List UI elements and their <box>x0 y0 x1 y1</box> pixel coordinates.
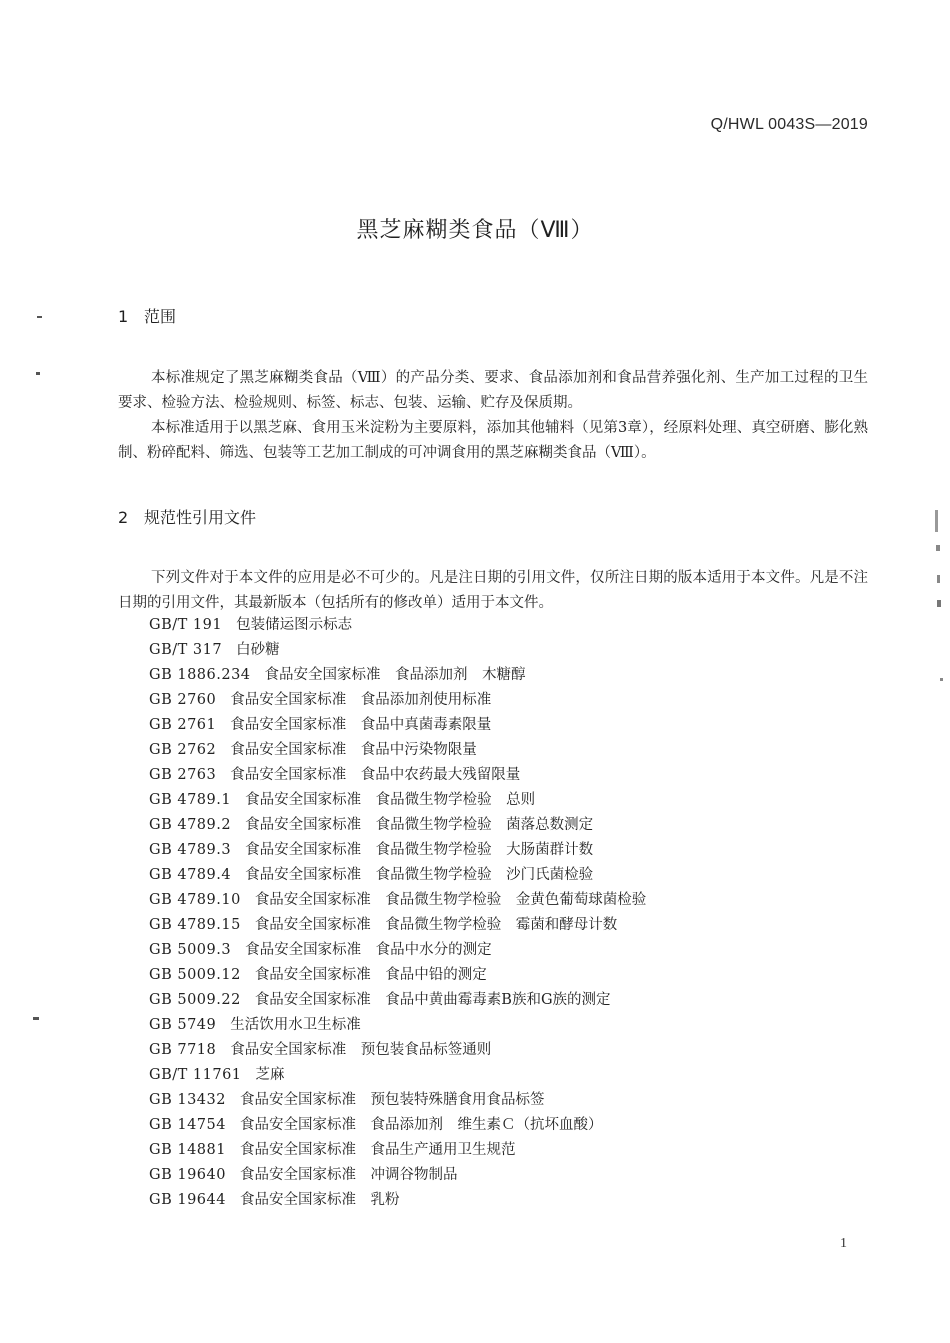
section-1-heading <box>118 304 176 327</box>
section-1-paragraph-2: 本标准适用于以黑芝麻、食用玉米淀粉为主要原料，添加其他辅料（见第3章），经原料处理、真空研磨、膨化熟制、粉碎配料、筛选、包装等工艺加工制成的可冲调食用的黑芝麻糊类食品（Ⅷ）。 <box>118 420 868 461</box>
reference-item <box>149 788 646 813</box>
reference-item <box>149 763 646 788</box>
section-1-paragraph-1: 本标准规定了黑芝麻糊类食品（Ⅷ）的产品分类、要求、食品添加剂和食品营养强化剂、生产加工过程的卫生要求、检验方法、检验规则、标签、标志、包装、运输、贮存及保质期。 <box>118 370 868 411</box>
reference-item <box>149 1163 646 1188</box>
reference-item <box>149 613 646 638</box>
reference-item <box>149 1013 646 1038</box>
reference-item <box>149 988 646 1013</box>
reference-title: 食品安全国家标准 食品微生物学检验 金黄色葡萄球菌检验 <box>254 892 647 908</box>
reference-code: GB 2763 <box>149 767 217 783</box>
section-2-paragraph-1: 下列文件对于本文件的应用是必不可少的。凡是注日期的引用文件，仅所注日期的版本适用于本文件。凡是不注日期的引用文件，其最新版本（包括所有的修改单）适用于本文件。 <box>118 570 868 611</box>
reference-code: GB 14754 <box>149 1117 226 1133</box>
scan-mark <box>36 372 40 375</box>
reference-item <box>149 913 646 938</box>
reference-code: GB 5009.12 <box>149 967 241 983</box>
reference-item <box>149 638 646 663</box>
reference-title: 食品安全国家标准 冲调谷物制品 <box>239 1167 458 1183</box>
reference-title: 食品安全国家标准 食品生产通用卫生规范 <box>239 1142 516 1158</box>
reference-item <box>149 963 646 988</box>
reference-title: 芝麻 <box>255 1067 285 1083</box>
reference-code: GB 13432 <box>149 1092 226 1108</box>
reference-title: 食品安全国家标准 食品中水分的测定 <box>245 942 492 958</box>
section-1-title: 范围 <box>144 307 177 326</box>
reference-code: GB/T 191 <box>149 617 223 633</box>
reference-item <box>149 738 646 763</box>
reference-code: GB 2761 <box>149 717 217 733</box>
reference-item <box>149 938 646 963</box>
reference-item <box>149 1188 646 1213</box>
reference-title: 食品安全国家标准 食品中污染物限量 <box>230 742 477 758</box>
reference-title: 食品安全国家标准 食品微生物学检验 菌落总数测定 <box>245 817 594 833</box>
reference-title: 食品安全国家标准 食品中真菌毒素限量 <box>230 717 492 733</box>
page-number: 1 <box>840 1236 847 1251</box>
reference-title: 食品安全国家标准 食品中铅的测定 <box>254 967 487 983</box>
reference-code: GB 4789.15 <box>149 917 241 933</box>
reference-code: GB 14881 <box>149 1142 226 1158</box>
reference-code: GB/T 317 <box>149 642 223 658</box>
scan-mark <box>33 1017 39 1020</box>
reference-code: GB 5749 <box>149 1017 217 1033</box>
reference-title: 包装储运图示标志 <box>236 617 353 633</box>
document-title: 黑芝麻糊类食品（Ⅷ） <box>356 218 594 243</box>
reference-title: 食品安全国家标准 食品中农药最大残留限量 <box>230 767 521 783</box>
reference-code: GB 5009.3 <box>149 942 232 958</box>
reference-code: GB 4789.1 <box>149 792 232 808</box>
scan-mark <box>935 510 938 532</box>
section-2-heading <box>118 505 256 528</box>
reference-title: 食品安全国家标准 食品中黄曲霉毒素B族和G族的测定 <box>254 992 611 1008</box>
reference-title: 白砂糖 <box>236 642 280 658</box>
reference-item <box>149 888 646 913</box>
reference-item <box>149 1038 646 1063</box>
reference-code: GB 4789.4 <box>149 867 232 883</box>
reference-code: GB 2760 <box>149 692 217 708</box>
reference-code: GB 4789.3 <box>149 842 232 858</box>
reference-code: GB/T 11761 <box>149 1067 242 1083</box>
document-code: Q/HWL 0043S—2019 <box>710 116 868 133</box>
reference-code: GB 5009.22 <box>149 992 241 1008</box>
reference-item <box>149 688 646 713</box>
scan-mark <box>936 545 940 551</box>
reference-code: GB 1886.234 <box>149 667 251 683</box>
reference-title: 食品安全国家标准 食品微生物学检验 大肠菌群计数 <box>245 842 594 858</box>
reference-title: 生活饮用水卫生标准 <box>230 1017 361 1033</box>
reference-code: GB 4789.2 <box>149 817 232 833</box>
reference-title: 食品安全国家标准 食品添加剂 维生素Ｃ（抗坏血酸） <box>239 1117 603 1133</box>
reference-item <box>149 863 646 888</box>
section-2-title: 规范性引用文件 <box>144 508 257 527</box>
reference-title: 食品安全国家标准 预包装食品标签通则 <box>230 1042 492 1058</box>
reference-title: 食品安全国家标准 食品微生物学检验 沙门氏菌检验 <box>245 867 594 883</box>
reference-item <box>149 1088 646 1113</box>
reference-title: 食品安全国家标准 食品微生物学检验 总则 <box>245 792 536 808</box>
scan-mark <box>937 600 941 607</box>
reference-item <box>149 713 646 738</box>
reference-title: 食品安全国家标准 乳粉 <box>239 1192 400 1208</box>
section-2-number: 2 <box>118 508 129 527</box>
reference-code: GB 19640 <box>149 1167 226 1183</box>
section-1-number: 1 <box>118 307 129 326</box>
reference-item <box>149 1138 646 1163</box>
reference-code: GB 4789.10 <box>149 892 241 908</box>
reference-item <box>149 663 646 688</box>
reference-code: GB 2762 <box>149 742 217 758</box>
reference-title: 食品安全国家标准 预包装特殊膳食用食品标签 <box>239 1092 545 1108</box>
reference-code: GB 19644 <box>149 1192 226 1208</box>
scan-mark <box>940 678 943 681</box>
reference-title: 食品安全国家标准 食品添加剂 木糖醇 <box>264 667 526 683</box>
normative-reference-list <box>149 587 646 1213</box>
reference-item <box>149 838 646 863</box>
reference-title: 食品安全国家标准 食品添加剂使用标准 <box>230 692 492 708</box>
reference-item <box>149 1063 646 1088</box>
reference-item <box>149 1113 646 1138</box>
scan-mark <box>937 575 940 583</box>
reference-item <box>149 813 646 838</box>
reference-title: 食品安全国家标准 食品微生物学检验 霉菌和酵母计数 <box>254 917 618 933</box>
scan-mark <box>37 316 42 318</box>
reference-code: GB 7718 <box>149 1042 217 1058</box>
